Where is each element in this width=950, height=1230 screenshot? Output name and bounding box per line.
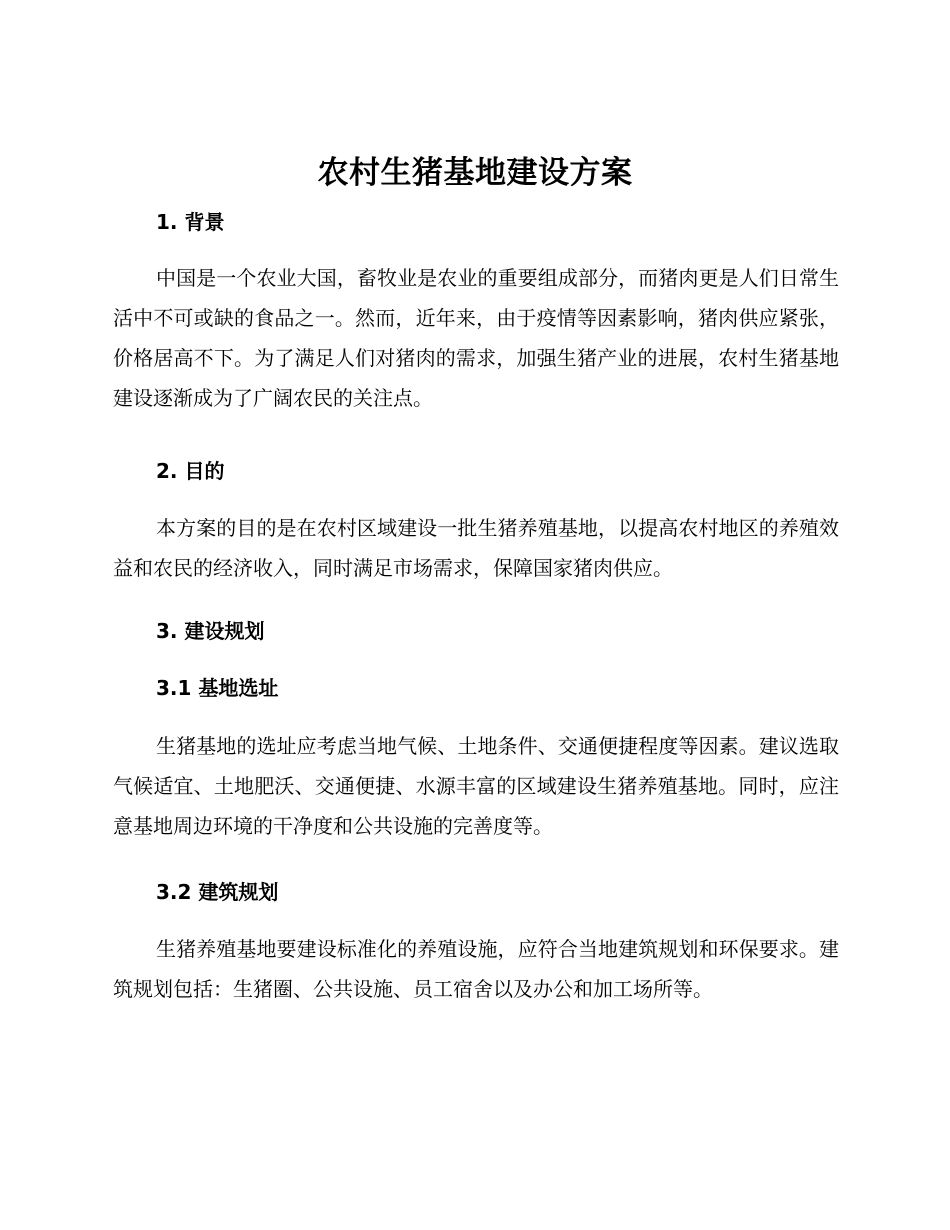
section-paragraph-site-selection: 生猪基地的选址应考虑当地气候、土地条件、交通便捷程度等因素。建议选取气候适宜、土地肥沃、交通便捷、水源丰富的区域建设生猪养殖基地。同时，应注意基地周边环境的干净度和公共设施的完善度等。: [113, 734, 839, 838]
section-heading-building-plan: 3.2 建筑规划: [156, 880, 279, 904]
section-heading-purpose: 2. 目的: [156, 459, 225, 483]
section-heading-background: 1. 背景: [156, 210, 225, 234]
section-paragraph-background: 中国是一个农业大国，畜牧业是农业的重要组成部分，而猪肉更是人们日常生活中不可或缺的食品之一。然而，近年来，由于疫情等因素影响，猪肉供应紧张，价格居高不下。为了满足人们对猪肉的需求，加强生猪产业的进展，农村生猪基地建设逐渐成为了广阔农民的关注点。: [113, 266, 839, 410]
section-heading-construction-plan: 3. 建设规划: [156, 619, 265, 643]
section-heading-site-selection: 3.1 基地选址: [156, 676, 279, 700]
document-title: 农村生猪基地建设方案: [317, 155, 633, 191]
section-paragraph-building-plan: 生猪养殖基地要建设标准化的养殖设施，应符合当地建筑规划和环保要求。建筑规划包括：生猪圈、公共设施、员工宿舍以及办公和加工场所等。: [113, 937, 839, 1001]
section-paragraph-purpose: 本方案的目的是在农村区域建设一批生猪养殖基地，以提高农村地区的养殖效益和农民的经济收入，同时满足市场需求，保障国家猪肉供应。: [113, 516, 839, 580]
